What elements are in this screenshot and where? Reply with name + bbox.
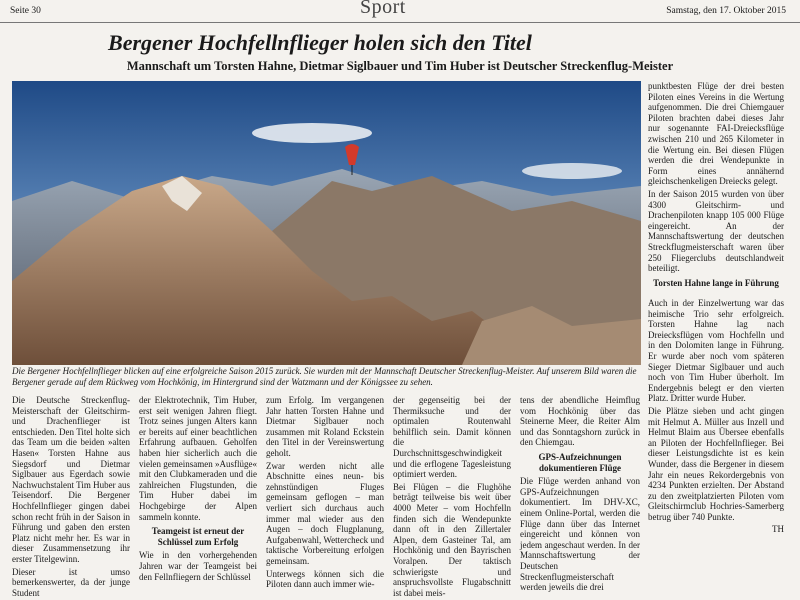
paragraph: Bei Flügen – die Flughöhe beträgt teilweise bis weit über 4000 Meter – vom Hochfelln finden sich die Wendepunkte dann oft in den Zillertaler Alpen, dem Gasteiner Tal, am Hochkönig und den Bayrischen Voralpen. Der taktisch schwierigste und anspruchsvollste Flugabschnitt ist dabei meis- xyxy=(393,481,511,598)
paragraph: Dieser ist umso bemerkenswerter, da der junge Student xyxy=(12,566,130,598)
author-initials: TH xyxy=(772,524,784,535)
photo-caption: Die Bergener Hochfellnflieger blicken auf eine erfolgreiche Saison 2015 zurück. Sie wurden mit der Mannschaft Deutscher Streckenflug-Meister. Auf unserem Bild waren die Bergener gerade auf dem Rückweg vom Hochkönig, im Hintergrund sind der Watzmann und der Königssee zu sehen. xyxy=(12,366,637,388)
paragraph: tens der abendliche Heimflug vom Hochkönig über das Steinerne Meer, die Reiter Alm und das Sonntagshorn zurück in den Chiemgau. xyxy=(520,395,640,448)
paragraph: Unterwegs können sich die Piloten dann auch immer wie- xyxy=(266,568,384,590)
paragraph: Auch in der Einzelwertung war das heimische Trio sehr erfolgreich. Torsten Hahne lag nach Dreiecksflügen vom Hochfelln und in den Dolomiten lange in Führung. Er wurde aber noch vom späteren Sieger Dietmar Siglbauer und auch noch von Tim Huber überholt. Im Endergebnis belegt er den vierten Platz. Dritter wurde Huber. xyxy=(648,298,784,404)
paragraph: Zwar werden nicht alle Abschnitte eines neun- bis zehnstündigen Fluges gemeinsam geflogen – man verliert sich durchaus auch immer mal wieder aus den Augen – doch Flugplanung, Aufgabenwahl, Wettercheck und taktische Vorbereitung erfolgen gemeinsam. xyxy=(266,460,384,566)
column-4 xyxy=(393,395,511,600)
paragraph: der gegenseitig bei der Thermiksuche und der optimalen Routenwahl behilflich sein. Damit können die Durchschnittsgeschwindigkeit und die erflogene Tagesleistung optimiert werden. xyxy=(393,395,511,480)
paragraph: Wie in den vorhergehenden Jahren war der Teamgeist bei den Fellnfliegern der Schlüssel xyxy=(139,550,257,582)
paragraph: Die Plätze sieben und acht gingen mit Helmut A. Müller aus Inzell und Helmut Blaim aus Übersee ebenfalls an Piloten der Hochfellnflieger. Bei dieser Leistungsdichte ist es kein Wunder, dass die Bergener in diesem Jahr ein neues Rekordergebnis von 4234 Punkten erzielten. Der Abstand zu den zweitplatzierten Piloten vom Gleitschirmclub Hochries-Samerberg betrug über 740 Punkte. xyxy=(648,405,784,522)
column-subhead: Teamgeist ist erneut der Schlüssel zum Erfolg xyxy=(151,526,245,547)
page-header xyxy=(0,0,800,23)
paragraph: zum Erfolg. Im vergangenen Jahr hatten Torsten Hahne und Dietmar Siglbauer noch zusammen mit Roland Eckstein den Titel in der Vereinswertung geholt. xyxy=(266,395,384,458)
column-1 xyxy=(12,395,130,600)
right-column xyxy=(648,81,784,291)
column-2 xyxy=(139,395,257,584)
paragraph: punktbesten Flüge der drei besten Piloten eines Vereins in die Wertung aufgenommen. Die drei Chiemgauer Piloten brachten dabei dieses Jahr nur sogenannte FAI-Dreiecksflüge zwischen 210 und 265 Kilometer in die Wertung ein. Bei diesen Flügen werden die drei Wendepunkte in Form eines annähernd gleichschenkeligen Dreiecks gelegt. xyxy=(648,81,784,187)
cloud xyxy=(252,123,372,143)
right-subhead: Torsten Hahne lange in Führung xyxy=(653,277,779,288)
subheadline: Mannschaft um Torsten Hahne, Dietmar Siglbauer und Tim Huber ist Deutscher Streckenflug-Meister xyxy=(126,59,674,73)
cloud xyxy=(522,163,622,179)
column-5 xyxy=(520,395,640,595)
column-3 xyxy=(266,395,384,592)
paragraph: In der Saison 2015 wurden von über 4300 Gleitschirm- und Drachenpiloten knapp 105 000 Flüge eingereicht. An der Mannschaftswertung der deutschen Streckflugmeisterschaft waren über 250 Fliegerclubs deutschlandweit beteiligt. xyxy=(648,188,784,274)
paragraph: Die Deutsche Streckenflug-Meisterschaft der Gleitschirm- und Drachenflieger ist entschieden. Den Titel holte sich das Team um die beiden »alten Hasen« Torsten Hahne aus Siegsdorf und Dietmar Siglbauer aus Egerdach sowie Nachwuchstalent Tim Huber aus Teisendorf. Die Bergener Hochfellnflieger gingen dabei schon recht früh in der Saison in Führung und gaben den ersten Platz nicht mehr her. Es war in dieser Zusammensetzung ihr erster Titelgewinn. xyxy=(12,395,130,564)
paragraph: der Elektrotechnik, Tim Huber, erst seit wenigen Jahren fliegt. Trotz seines jungen Alters kann er bereits auf einer beachtlichen Erfahrung aufbauen. Geholfen haben hier sicherlich auch die vielen gemeinsamen »Ausflüge« mit den Clubkameraden und die zahlreichen Flugstunden, die Tim Huber dabei im Hochgebirge der Alpen sammeln konnte. xyxy=(139,395,257,522)
headline: Bergener Hochfellnflieger holen sich den Titel xyxy=(108,30,532,55)
paragliding-alps-photo xyxy=(12,81,641,365)
column-6 xyxy=(648,298,784,537)
issue-date: Samstag, den 17. Oktober 2015 xyxy=(666,6,786,16)
column-subhead: GPS-Aufzeichnungen dokumentieren Flüge xyxy=(538,451,622,473)
page-number: Seite 30 xyxy=(10,6,41,16)
paragraph: Die Flüge werden anhand von GPS-Aufzeichnungen dokumentiert. Im DHV-XC, einem Online-Portal, werden die Flüge dann über das Internet eingereicht und können von jedem angeschaut werden. In der Mannschaftswertung der Deutschen Streckenflugmeisterschaft werden jeweils die drei xyxy=(520,476,640,593)
section-title: Sport xyxy=(360,0,406,18)
